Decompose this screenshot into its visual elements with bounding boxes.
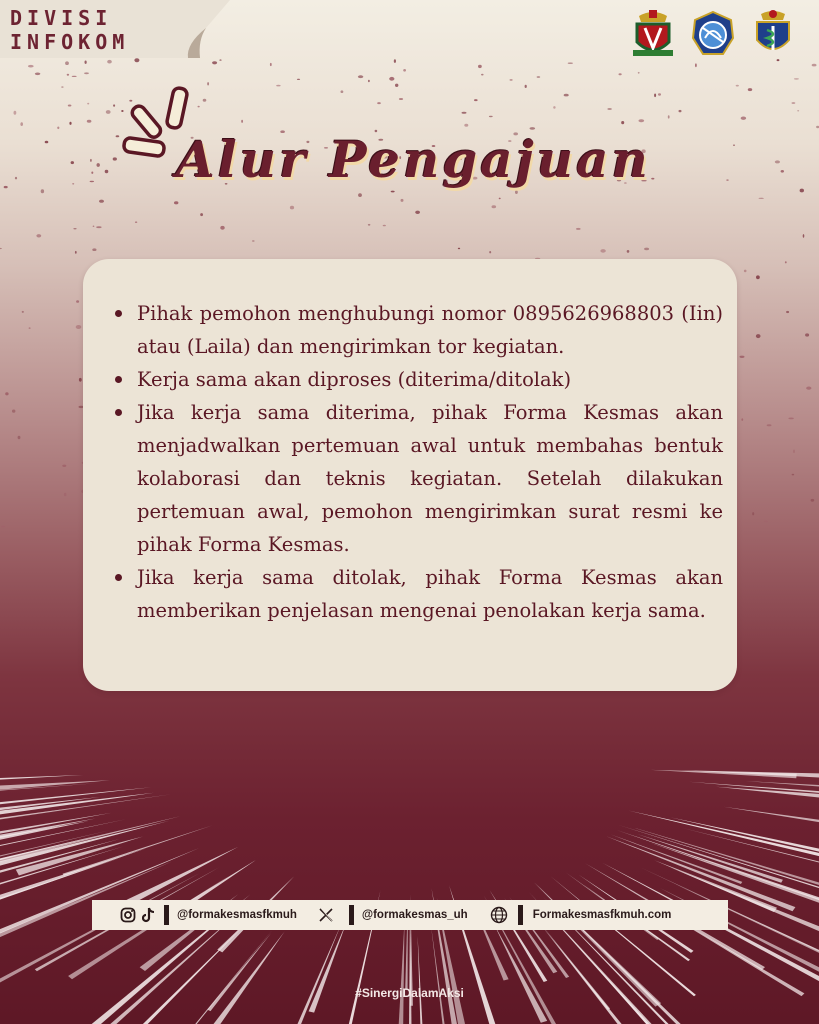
speckle-dot bbox=[35, 73, 40, 76]
speckle-dot bbox=[106, 110, 111, 114]
speckle-dot bbox=[568, 63, 573, 64]
speckle-dot bbox=[4, 186, 8, 188]
speckle-dot bbox=[113, 157, 117, 160]
speckle-dot bbox=[220, 226, 224, 230]
content-card bbox=[83, 259, 737, 691]
speckle-dot bbox=[71, 161, 74, 164]
speckle-dot bbox=[61, 86, 63, 87]
globe-icon[interactable] bbox=[490, 906, 508, 924]
speckle-dot bbox=[478, 65, 482, 68]
step-item: Pihak pemohon menghubungi nomor 0895626968803 (Iin) atau (Laila) dan mengirimkan tor kegiatan. bbox=[137, 297, 723, 363]
speckle-dot bbox=[368, 224, 371, 226]
step-item: Jika kerja sama ditolak, pihak Forma Kesmas akan memberikan penjelasan mengenai penolakan kerja sama. bbox=[137, 561, 723, 627]
speckle-dot bbox=[270, 63, 272, 66]
speckle-dot bbox=[14, 111, 17, 115]
speckle-dot bbox=[45, 141, 49, 144]
speckle-dot bbox=[87, 103, 89, 105]
speckle-dot bbox=[794, 78, 799, 79]
speckle-dot bbox=[786, 311, 789, 313]
speed-line bbox=[724, 807, 819, 844]
speed-line bbox=[63, 825, 213, 875]
speckle-dot bbox=[785, 261, 787, 263]
speckle-dot bbox=[73, 228, 76, 229]
speckle-dot bbox=[68, 105, 72, 107]
speckle-dot bbox=[96, 226, 101, 228]
speckle-dot bbox=[92, 248, 96, 251]
speckle-dot bbox=[383, 225, 386, 227]
center-round-emblem-logo bbox=[689, 8, 737, 60]
speckle-dot bbox=[752, 512, 754, 515]
speckle-dot bbox=[759, 198, 764, 199]
left-crest-logo bbox=[629, 8, 677, 60]
speckle-dot bbox=[403, 69, 406, 72]
division-tag-text bbox=[10, 6, 129, 54]
right-shield-logo bbox=[749, 8, 797, 60]
speckle-dot bbox=[87, 120, 92, 123]
speckle-dot bbox=[788, 418, 793, 420]
speckle-dot bbox=[726, 179, 729, 181]
speckle-dot bbox=[775, 160, 780, 163]
x-handle-link[interactable]: @formakesmas_uh bbox=[361, 909, 468, 921]
speckle-dot bbox=[72, 183, 74, 185]
speckle-dot bbox=[297, 79, 300, 80]
logo-group bbox=[629, 8, 797, 60]
speed-line bbox=[0, 780, 110, 795]
speckle-dot bbox=[72, 76, 77, 77]
separator bbox=[349, 905, 354, 925]
speckle-dot bbox=[510, 79, 513, 81]
speckle-dot bbox=[99, 200, 104, 203]
step-item: Jika kerja sama diterima, pihak Forma Kesmas akan menjadwalkan pertemuan awal untuk membahas bentuk kolaborasi dan teknis kegiatan. Setelah dilakukan pertemuan awal, pemohon mengirimkan surat resmi ke pihak Forma Kesmas. bbox=[137, 396, 723, 561]
speckle-dot bbox=[812, 64, 817, 67]
speckle-dot bbox=[84, 72, 89, 74]
separator bbox=[164, 905, 169, 925]
speckle-dot bbox=[76, 300, 79, 303]
speckle-dot bbox=[62, 465, 66, 467]
speckle-dot bbox=[792, 474, 795, 476]
speed-line bbox=[0, 793, 154, 831]
speckle-dot bbox=[22, 311, 24, 313]
speckle-dot bbox=[744, 270, 747, 273]
speckle-dot bbox=[57, 127, 59, 130]
speckle-dot bbox=[811, 499, 815, 502]
separator bbox=[518, 905, 523, 925]
speckle-dot bbox=[695, 63, 697, 67]
speckle-dot bbox=[93, 226, 95, 227]
speckle-dot bbox=[800, 189, 804, 193]
speed-line bbox=[272, 925, 341, 1024]
speckle-dot bbox=[781, 170, 784, 173]
step-item: Kerja sama akan diproses (diterima/ditolak) bbox=[137, 363, 723, 396]
speed-line bbox=[716, 787, 819, 806]
speckle-dot bbox=[576, 228, 581, 230]
speckle-dot bbox=[619, 73, 622, 75]
speed-lines-decoration bbox=[0, 700, 819, 1024]
speckle-dot bbox=[793, 450, 795, 454]
social-handle-link[interactable]: @formakesmasfkmuh bbox=[177, 909, 297, 921]
speckle-dot bbox=[733, 144, 735, 146]
speckle-dot bbox=[394, 59, 396, 63]
tag-line-2: INFOKOM bbox=[10, 30, 130, 54]
steps-list bbox=[83, 259, 737, 627]
speckle-dot bbox=[764, 521, 767, 523]
speckle-dot bbox=[638, 72, 640, 74]
speckle-dot bbox=[12, 410, 15, 413]
tag-line-1: DIVISI bbox=[10, 6, 113, 30]
speckle-dot bbox=[756, 334, 761, 338]
speckle-dot bbox=[105, 170, 109, 173]
instagram-icon[interactable] bbox=[120, 907, 136, 923]
speckle-dot bbox=[481, 74, 484, 76]
speckle-dot bbox=[75, 251, 77, 254]
speckle-dot bbox=[756, 275, 760, 279]
speckle-dot bbox=[741, 117, 746, 120]
speckle-dot bbox=[41, 189, 44, 193]
speckle-dot bbox=[736, 85, 739, 87]
speckle-dot bbox=[91, 172, 93, 174]
speckle-dot bbox=[537, 76, 541, 78]
title-block bbox=[118, 82, 678, 222]
speckle-dot bbox=[797, 110, 799, 111]
speed-line bbox=[418, 936, 425, 1024]
speckle-dot bbox=[252, 240, 255, 241]
speckle-dot bbox=[741, 418, 743, 421]
footer-contact-bar bbox=[92, 900, 728, 930]
division-tag bbox=[0, 0, 230, 60]
page-title: Alur Pengajuan bbox=[176, 130, 651, 189]
speed-line bbox=[76, 921, 249, 1024]
speckle-dot bbox=[90, 181, 94, 182]
speckle-dot bbox=[600, 249, 605, 253]
x-icon[interactable] bbox=[319, 908, 333, 922]
speckle-dot bbox=[113, 104, 115, 106]
speckle-dot bbox=[740, 356, 745, 358]
speed-line bbox=[611, 834, 743, 884]
hashtag-text: #SinergiDalamAksi bbox=[355, 986, 464, 1000]
tiktok-icon[interactable] bbox=[142, 907, 156, 923]
speed-line bbox=[617, 830, 819, 910]
speckle-dot bbox=[489, 251, 491, 253]
speed-line bbox=[398, 921, 404, 1024]
speckle-dot bbox=[64, 493, 67, 497]
speckle-dot bbox=[803, 234, 805, 238]
speckle-dot bbox=[67, 74, 69, 76]
speckle-dot bbox=[97, 163, 100, 167]
speckle-dot bbox=[358, 75, 363, 78]
speckle-dot bbox=[29, 327, 31, 329]
speckle-dot bbox=[1, 526, 5, 528]
speckle-dot bbox=[18, 436, 21, 439]
speckle-dot bbox=[806, 387, 811, 390]
website-link[interactable]: Formakesmasfkmuh.com bbox=[532, 909, 672, 921]
speckle-dot bbox=[627, 250, 630, 253]
speckle-dot bbox=[15, 177, 17, 180]
speckle-dot bbox=[458, 248, 460, 249]
speckle-dot bbox=[792, 102, 796, 104]
speckle-dot bbox=[79, 378, 82, 382]
speed-line bbox=[210, 931, 285, 1024]
speckle-dot bbox=[28, 65, 34, 68]
speed-line bbox=[689, 782, 819, 811]
speckle-dot bbox=[76, 325, 82, 329]
speckle-dot bbox=[0, 248, 2, 249]
speckle-dot bbox=[69, 122, 71, 125]
speckle-dot bbox=[90, 159, 92, 162]
speckle-dot bbox=[767, 424, 772, 426]
speckle-dot bbox=[5, 392, 8, 395]
speckle-dot bbox=[805, 333, 809, 336]
speckle-dot bbox=[389, 77, 394, 81]
speckle-dot bbox=[679, 110, 682, 112]
speckle-dot bbox=[20, 122, 23, 126]
speckle-dot bbox=[748, 88, 752, 91]
speckle-dot bbox=[36, 234, 41, 237]
speckle-dot bbox=[644, 248, 649, 251]
